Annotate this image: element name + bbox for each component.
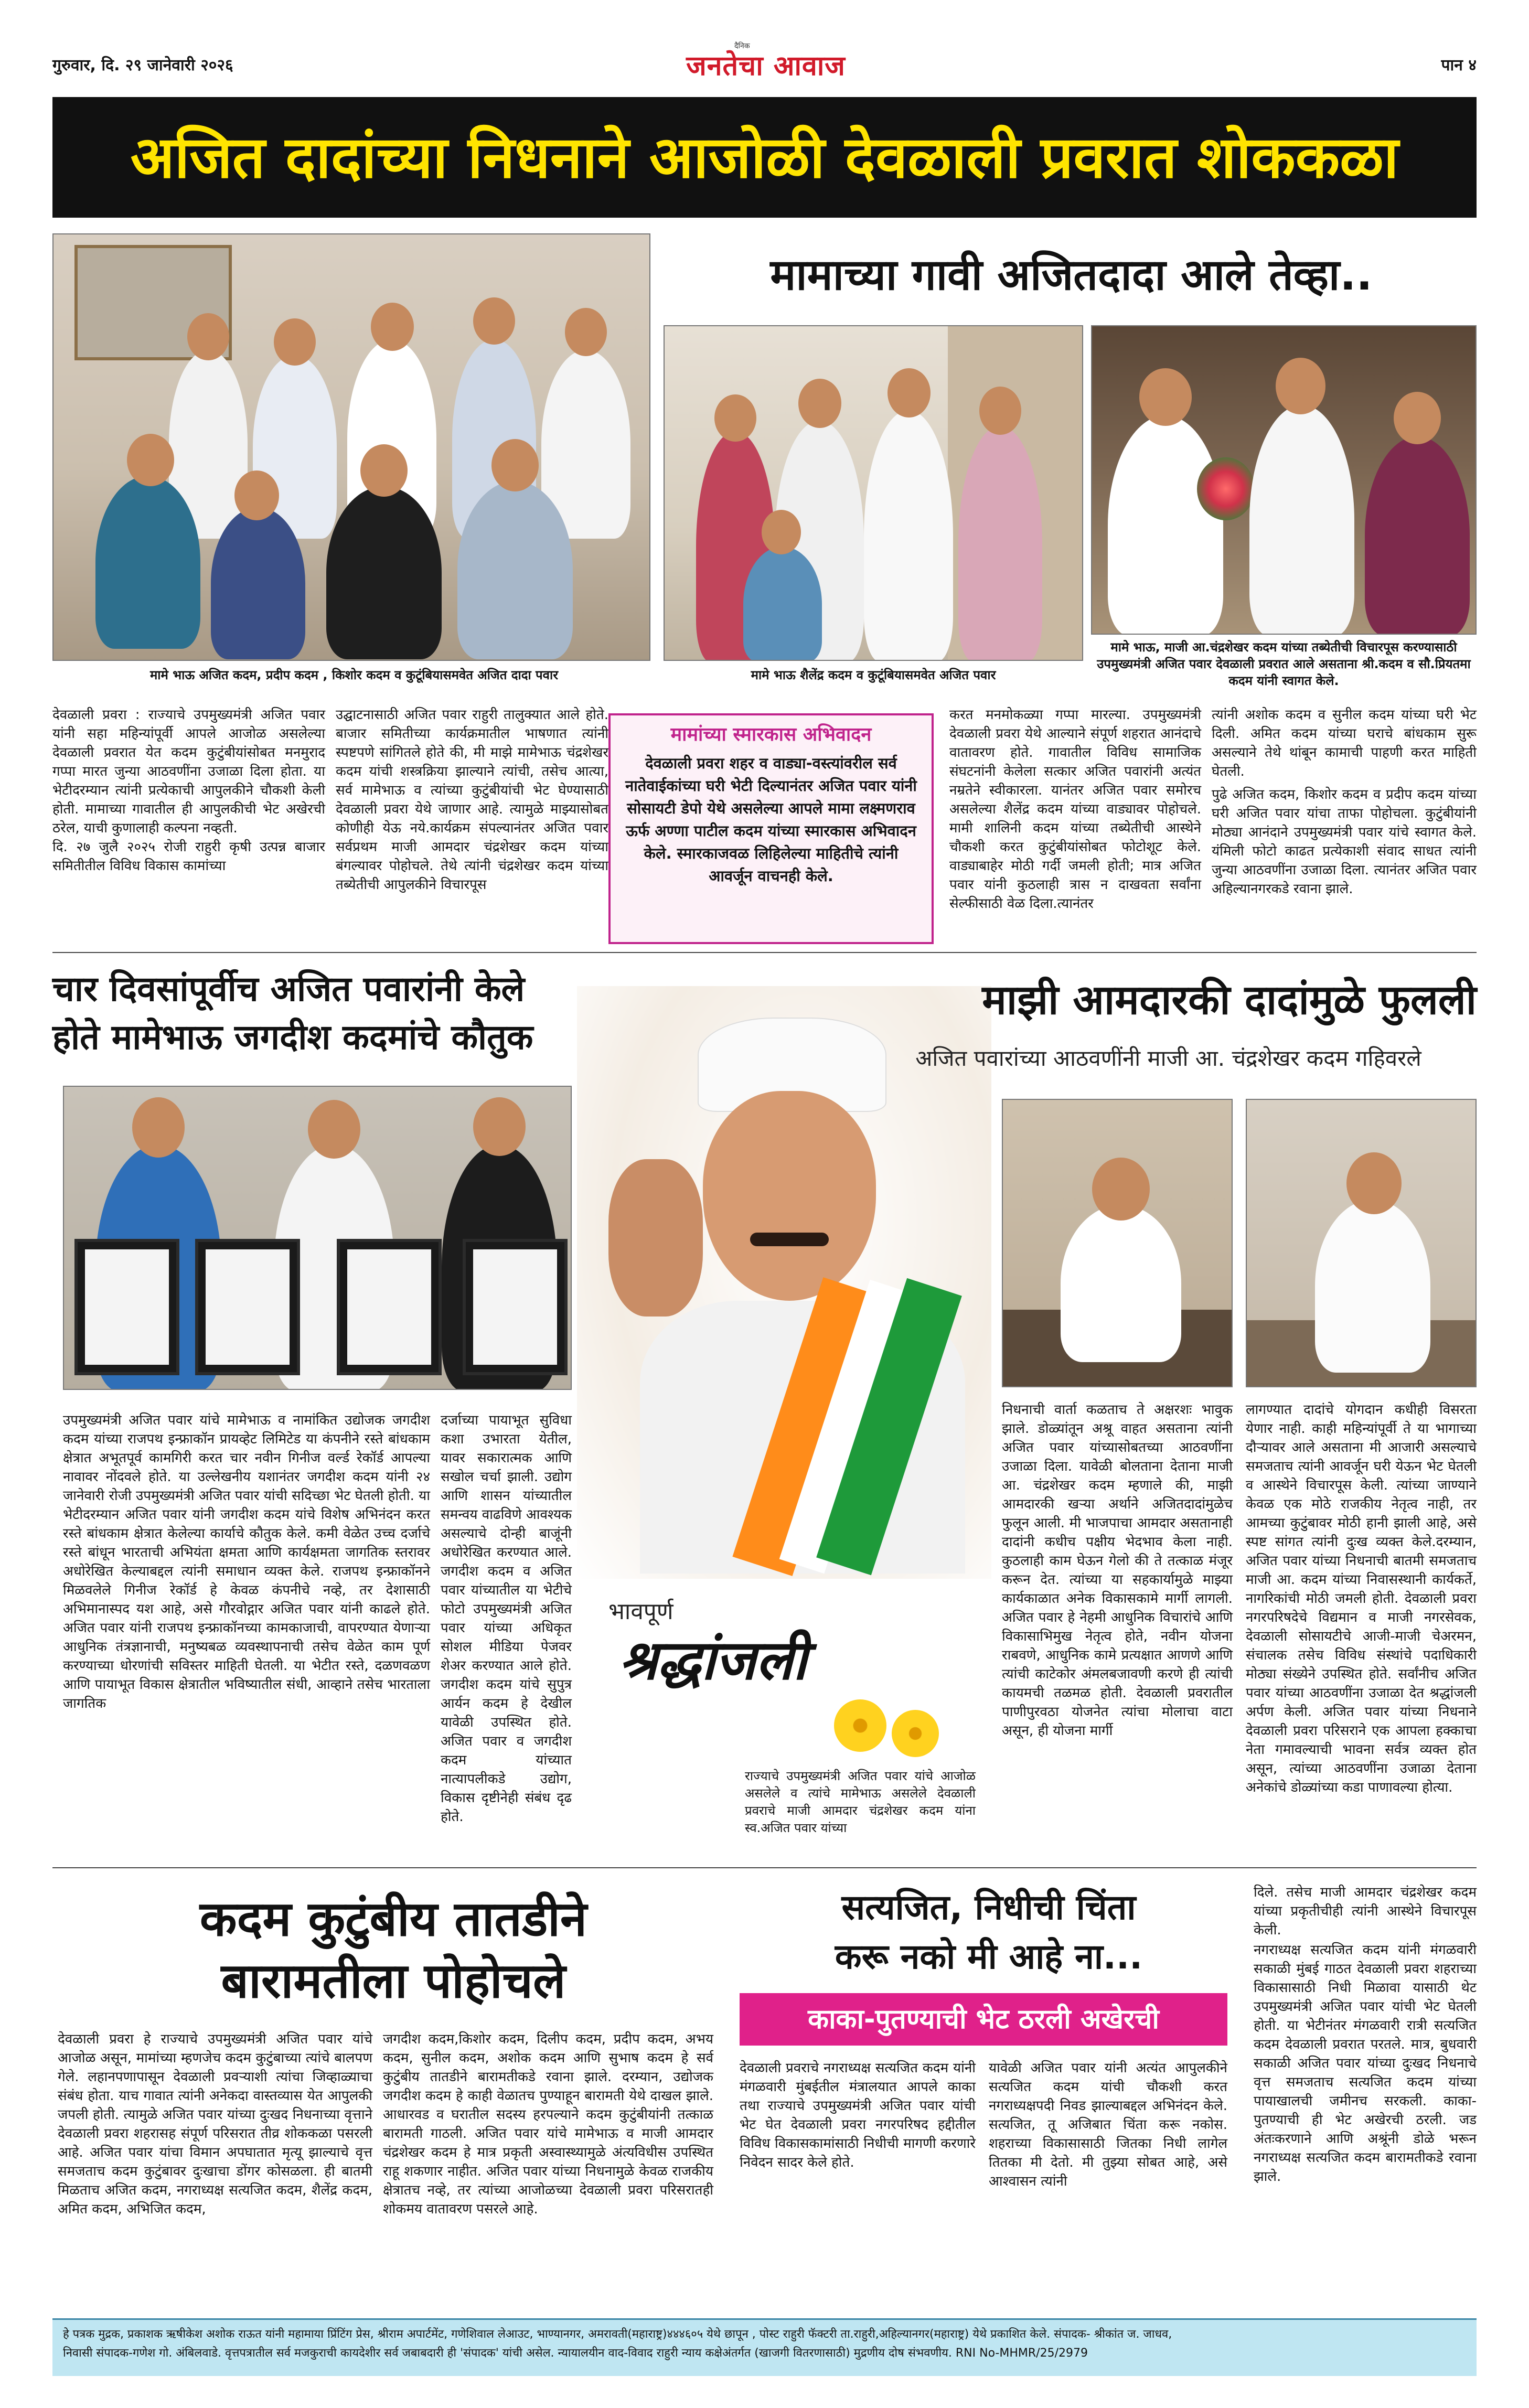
photo-chandrashekhar-left xyxy=(1002,1099,1233,1387)
bottom-right-col3: नगराध्यक्ष सत्यजित कदम यांनी मंगळवारी सकाळी मुंबई गाठत देवळाली प्रवरा शहराच्या विकासासाठी निधी मिळावा यासाठी थेट उपमुख्यमंत्री अजित पवार यांची भेट घेतली होती. या भेटीनंतर मंगळवारी रात्री सत्यजित कदम देवळाली प्रवरात परतले. मात्र, बुधवारी सकाळी अजित पवार यांच्या दुःखद निधनाचे वृत्त समजताच सत्यजित कदम यांच्या पायाखालची जमीनच सरकली. काका-पुतण्याची ही भेट अखेरची ठरली. जड अंतःकरणाने आणि अश्रूंनी डोळे भरून नगराध्यक्ष सत्यजित कदम बारामतीकडे रवाना झाले. xyxy=(1254,1942,1477,2185)
photo-family-group xyxy=(52,233,650,661)
headline-mama-village: मामाच्या गावी अजितदादा आले तेव्हा.. xyxy=(770,250,1373,300)
pink-band xyxy=(740,1993,1227,2046)
tribute-text-2: श्रद्धांजली xyxy=(619,1628,807,1692)
tribute-text-1: भावपूर्ण xyxy=(608,1598,673,1625)
top-article-col4: करत मनमोकळ्या गप्पा मारल्या. उपमुख्यमंत्री देवळाली प्रवरा येथे आल्याने संपूर्ण शहरात आनंदाचे वातावरण होते. गावातील विविध सामाजिक संघटनांनी केलेला सत्कार अजित पवारांनी अत्यंत नम्रतेने स्वीकारला. यानंतर अजित पवार समोरच असलेल्या शैलेंद्र कदम यांच्या वाड्यावर पोहोचले. मामी शालिनी कदम यांच्या तब्येतीची आस्थेने चौकशी करत कुटुंबीयांसोबत फोटोशूट केले. वाड्याबाहेर मोठी गर्दी जमली होती; मात्र अजित पवार यांनी कुठलाही त्रास न दाखवता सर्वांना सेल्फीसाठी वेळ दिला.त्यानंतर xyxy=(949,707,1201,912)
logo-text: जनतेचा आवाज xyxy=(686,50,846,82)
headline-kadam-line1: कदम कुटुंबीय तातडीने xyxy=(199,1891,587,1947)
caption-shailendra-family: मामे भाऊ शैलेंद्र कदम व कुटूंबियासमवेत अजित पवार xyxy=(751,668,996,682)
headline-kadam-line2: बारामतीला पोहोचले xyxy=(221,1953,566,2009)
headline-satyajit-line1: सत्यजित, निधीची चिंता xyxy=(841,1887,1136,1928)
flower-icon xyxy=(834,1699,886,1752)
flower-icon xyxy=(892,1710,939,1757)
photo-ajit-seated xyxy=(1246,1099,1477,1387)
footer-line1: हे पत्रक मुद्रक, प्रकाशक ऋषीकेश अशोक राऊत यांनी महामाया प्रिंटिंग प्रेस, श्रीराम अपार्टमेंट, गणेशिवाल लेआउट, भाण्यानगर, अमरावती(महाराष्ट्र)४४४६०५ येथे छापून , पोस्ट राहुरी फॅक्टरी ता.राहुरी,अहिल्यानगर(महाराष्ट्र) येथे प्रकाशित केले. संपादक- श्रीकांत ज. जाधव, xyxy=(63,2328,1172,2341)
masthead-date: गुरुवार, दि. २९ जानेवारी २०२६ xyxy=(52,56,233,74)
certificate-frame-2 xyxy=(195,1239,300,1375)
certificate-frame-1 xyxy=(74,1239,179,1375)
top-article-col5 xyxy=(1212,705,1477,898)
subheadline-mla-memory: अजित पवारांच्या आठवणींनी माजी आ. चंद्रशेखर कदम गहिवरले xyxy=(915,1045,1421,1071)
top-article-col1b-text: दि. २७ जुलै २०२५ रोजी राहुरी कृषी उत्पन्न बाजार समितीतील विविध विकास कामांच्या xyxy=(52,839,325,874)
memorial-box-text: देवळाली प्रवरा शहर व वाड्या-वस्त्यांवरील सर्व नातेवाईकांच्या घरी भेटी दिल्यानंतर अजित पवार यांनी सोसायटी डेपो येथे असलेल्या आपले मामा लक्ष्मणराव ऊर्फ अण्णा पाटील कदम यांच्या स्मारकास अभिवादन केले. स्मारकाजवळ लिहिलेल्या माहितीचे त्यांनी आवर्जून वाचनही केले. xyxy=(625,754,917,885)
top-article-col5-text: त्यांनी अशोक कदम व सुनील कदम यांच्या घरी भेट दिली. अमित कदम यांच्या घराचे बांधकाम सुरू असल्याने तेथे थांबून कामाची पाहणी करत माहिती घेतली. xyxy=(1212,707,1477,779)
divider-top xyxy=(52,952,1477,953)
logo-tagline: दैनिक xyxy=(734,42,750,50)
caption-chandrashekhar-welcome: मामे भाऊ, माजी आ.चंद्रशेखर कदम यांच्या तब्येतीची विचारपूस करण्यासाठी उपमुख्यमंत्री अजित पवार देवळाली प्रवरात आले असताना श्री.कदम व सौ.प्रियतमा कदम यांनी स्वागत केले. xyxy=(1097,640,1471,688)
masthead xyxy=(0,0,1529,94)
tribute-note: राज्याचे उपमुख्यमंत्री अजित पवार यांचे आजोळ असलेले व त्यांचे मामेभाऊ असलेले देवळाली प्रवराचे माजी आमदार चंद्रशेखर कदम यांना स्व.अजित पवार यांच्या xyxy=(745,1769,976,1835)
top-article-col2: उद्घाटनासाठी अजित पवार राहुरी तालुक्यात आले होते. बाजार समितीच्या कार्यक्रमातील भाषणात त्यांनी स्पष्टपणे सांगितले होते की, मी माझे मामेभाऊ चंद्रशेखर कदम यांची शस्त्रक्रिया झाल्याने त्यांची, तसेच आत्या, सर्व मामेभाऊ व त्यांच्या कुटुंबीयांची भेट घेण्यासाठी देवळाली प्रवरा येथे जाणार आहे. त्यामुळे माझ्यासोबत कोणीही येऊ नये.कार्यक्रम संपल्यानंतर अजित पवार सर्वप्रथम माजी आमदार चंद्रशेखर कदम यांच्या बंगल्यावर पोहोचले. तेथे त्यांनी चंद्रशेखर कदम यांच्या तब्येतीची आपुलकीने विचारपूस xyxy=(336,707,608,893)
caption-family-group: मामे भाऊ अजित कदम, प्रदीप कदम , किशोर कदम व कुटूंबियासमवेत अजित दादा पवार xyxy=(149,668,559,682)
right-article-col1: निधनाची वार्ता कळताच ते अक्षरशः भावुक झाले. डोळ्यांतून अश्रू वाहत असताना त्यांनी अजित पवार यांच्यासोबतच्या आठवणींना उजाळा दिला. यावेळी बोलताना देताना माजी आ. चंद्रशेखर कदम म्हणाले की, माझी आमदारकी खऱ्या अर्थाने अजितदादांमुळेच फुलून आली. मी भाजपाचा आमदार असतानाही दादांनी कधीच पक्षीय भेदभाव केला नाही. कुठलाही काम घेऊन गेलो की ते तत्काळ मंजूर करून देत. त्यांच्या या सहकार्यामुळे माझ्या कार्यकाळात अनेक विकासकामे मार्गी लागली. अजित पवार हे नेहमी आधुनिक विचारांचे आणि विकासाभिमुख नेतृत्व होते, नवीन योजना राबवणे, आधुनिक कामे प्रत्यक्षात आणणे आणि त्यांची काटेकोर अंमलबजावणी करणे ही त्यांची कायमची तळमळ होती. देवळाली प्रवरातील पाणीपुरवठा योजनेत त्यांचा मोलाचा वाटा असून, ही योजना मार्गी xyxy=(1002,1402,1233,1739)
headline-jagdish-line1: चार दिवसांपूर्वीच अजित पवारांनी केले xyxy=(52,969,525,1009)
footer xyxy=(52,2318,1477,2376)
pink-band-text: काका-पुतण्याची भेट ठरली अखेरची xyxy=(808,2004,1159,2035)
left-article-text2: दर्जाच्या पायाभूत सुविधा कशा उभारता येतील, यावर सकारात्मक आणि सखोल चर्चा झाली. उद्योग आणि शासन यांच्यातील समन्वय वाढविणे आवश्यक असल्याचे दोन्ही बाजूंनी अधोरेखित करण्यात आले. जगदीश कदम व अजित पवार यांच्यातील या भेटीचे फोटो उपमुख्यमंत्री अजित पवार यांच्या अधिकृत सोशल मीडिया पेजवर शेअर करण्यात आले होते. जगदीश कदम यांचे सुपुत्र आर्यन कदम हे देखील यावेळी उपस्थित होते. अजित पवार व जगदीश कदम यांच्यात नात्यापलीकडे उद्योग, विकास दृष्टीनेही संबंध दृढ होते. xyxy=(441,1412,572,1825)
bottom-left-col1: देवळाली प्रवरा हे राज्याचे उपमुख्यमंत्री अजित पवार यांचे आजोळ असून, मामांच्या म्हणजेच कदम कुटुंबाच्या त्यांचे बालपण गेले. लहानपणापासून देवळाली प्रवऱ्याशी त्यांचा जिव्हाळ्याचा संबंध होता. याच गावात त्यांनी अनेकदा वास्तव्यास येत आपुलकी जपली होती. त्यामुळे अजित पवार यांच्या दुःखद निधनाच्या वृत्ताने देवळाली प्रवरा शहरासह संपूर्ण परिसरात तीव्र शोककळा पसरली आहे. अजित पवार यांचा विमान अपघातात मृत्यू झाल्याचे वृत्त समजताच कदम कुटुंबावर दुःखाचा डोंगर कोसळला. ही बातमी मिळताच अजित कदम, नगराध्यक्ष सत्यजित कदम, शैलेंद्र कदम, अमित कदम, अभिजित कदम, xyxy=(58,2031,372,2217)
main-banner xyxy=(52,97,1477,218)
memorial-box xyxy=(608,713,934,944)
top-article-col5b-text: पुढे अजित कदम, किशोर कदम व प्रदीप कदम यांच्या घरी अजित पवार यांचा ताफा पोहोचला. कुटुंबीयांनी मोठ्या आनंदाने उपमुख्यमंत्री पवार यांचे स्वागत केले. यंमिली फोटो काढत प्रत्येकाशी संवाद साधत त्यांनी जुन्या आठवणींना उजाळा दिला. त्यानंतर अजित पवार अहिल्यानगरकडे रवाना झाले. xyxy=(1212,787,1477,897)
footer-line2: निवासी संपादक-गणेश गो. अंबिलवाडे. वृत्तपत्रातील सर्व मजकुराची कायदेशीर सर्व जबाबदारी ही 'संपादक' यांची असेल. न्यायालयीन वाद-विवाद राहुरी न्याय कक्षेअंतर्गत (खाजगी वितरणासाठी) मुद्रणीय दोष संभवणीय. RNI No-MHMR/25/2979 xyxy=(63,2347,1088,2360)
page-number: पान ४ xyxy=(1441,56,1477,74)
photo-chandrashekhar-welcome xyxy=(1091,325,1477,635)
memorial-box-title: मामांच्या स्मारकास अभिवादन xyxy=(670,724,872,745)
bottom-left-col2: जगदीश कदम,किशोर कदम, दिलीप कदम, प्रदीप कदम, अभय कदम, सुनील कदम, अशोक कदम आणि सुभाष कदम हे सर्व कुटुंबीय तातडीने बारामतीकडे रवाना झाले. दरम्यान, उद्योजक जगदीश कदम हे काही वेळातच पुण्याहून बारामती येथे दाखल झाले. आधारवड व घरातील सदस्य हरपल्याने कदम कुटुंबीयांनी तत्काळ बारामती गाठली. अजित पवार यांचे मामेभाऊ व माजी आमदार चंद्रशेखर कदम हे मात्र प्रकृती अस्वास्थ्यामुळे अंत्यविधीस उपस्थित राहू शकणार नाहीत. अजित पवार यांच्या निधनामुळे केवळ राजकीय क्षेत्रातच नव्हे, तर त्यांच्या आजोळच्या देवळाली प्रवरा परिसरातही शोकमय वातावरण पसरले आहे. xyxy=(383,2031,713,2217)
headline-satyajit xyxy=(740,1883,1238,1982)
bottom-right-col1: देवळाली प्रवराचे नगराध्यक्ष सत्यजित कदम यांनी मंगळवारी मुंबईतील मंत्रालयात आपले काका तथा राज्याचे उपमुख्यमंत्री अजित पवार यांची भेट घेत देवळाली प्रवरा नगरपरिषद हद्दीतील विविध विकासकामांसाठी निधीची मागणी करणारे निवेदन सादर केले होते. xyxy=(740,2060,976,2170)
left-article-text: उपमुख्यमंत्री अजित पवार यांचे मामेभाऊ व नामांकित उद्योजक जगदीश कदम यांच्या राजपथ इन्फ्राकॉन प्रायव्हेट लिमिटेड या कंपनीने रस्ते बांधकाम क्षेत्रात अभूतपूर्व कामगिरी करत चार नवीन गिनीज वर्ल्ड रेकॉर्ड आपल्या नावावर नोंदवले होते. या उल्लेखनीय यशानंतर जगदीश कदम यांनी २४ जानेवारी रोजी उपमुख्यमंत्री अजित पवार यांची सदिच्छा भेट घेतली होती. या भेटीदरम्यान अजित पवार यांनी जगदीश कदम यांचे विशेष अभिनंदन करत रस्ते बांधकाम क्षेत्रात केलेल्या कार्याचे कौतुक केले. कमी वेळेत उच्च दर्जाचे रस्ते बांधून भारताची अभियंता क्षमता आणि कार्यक्षमता जागतिक स्तरावर अधोरेखित केल्याबद्दल त्यांनी समाधान व्यक्त केले. राजपथ इन्फ्राकॉनने मिळवलेले गिनीज रेकॉर्ड हे केवळ कंपनीचे नव्हे, तर देशासाठी अभिमानास्पद यश आहे, असे गौरवोद्गार अजित पवार यांनी काढले होते. अजित पवार यांनी राजपथ इन्फ्राकॉनच्या कामकाजाची, वापरण्यात येणाऱ्या आधुनिक तंत्रज्ञानाची, मनुष्यबळ व्यवस्थापनाची तसेच वेळेत काम पूर्ण करण्याच्या धोरणांची सविस्तर माहिती घेतली. या भेटीत रस्ते, दळणवळण आणि पायाभूत विकास क्षेत्रातील भविष्यातील संधी, आव्हाने तसेच भारताला जागतिक xyxy=(63,1412,430,1711)
bottom-right-col2: यावेळी अजित पवार यांनी अत्यंत आपुलकीने सत्यजित कदम यांची चौकशी करत नगराध्यक्षपदी निवड झाल्याबद्दल अभिनंदन केले. सत्यजित, तू अजिबात चिंता करू नकोस. शहराच्या विकासासाठी जितका निधी लागेल तितका मी देतो. मी तुझ्या सोबत आहे, असे आश्वासन त्यांनी xyxy=(989,2060,1227,2189)
photo-shailendra-family xyxy=(664,325,1083,661)
main-headline: अजित दादांच्या निधनाने आजोळी देवळाली प्रवरात शोककळा xyxy=(130,124,1399,191)
top-article-col1-text: देवळाली प्रवरा : राज्याचे उपमुख्यमंत्री अजित पवार यांनी सहा महिन्यांपूर्वी आपले आजोळ असलेल्या देवळाली प्रवरात येत कदम कुटुंबीयांसोबत मनमुराद गप्पा मारत जुन्या आठवणींना उजाळा दिला होता. या भेटीदरम्यान त्यांनी प्रत्येकाची आपुलकीने चौकशी केली होती. मामाच्या गावातील ही आपुलकीची भेट अखेरची ठरेल, याची कुणालाही कल्पना नव्हती. xyxy=(52,707,325,836)
photo-guinness-certificates xyxy=(63,1086,572,1390)
tribute-portrait xyxy=(577,986,991,1579)
divider-middle xyxy=(52,1867,1477,1868)
bottom-right-top-text: दिले. तसेच माजी आमदार चंद्रशेखर कदम यांच्या प्रकृतीचीही त्यांनी आस्थेने विचारपूस केली. xyxy=(1254,1885,1477,1938)
headline-satyajit-line2: करू नको मी आहे ना... xyxy=(835,1936,1143,1977)
certificate-frame-4 xyxy=(463,1239,568,1375)
right-article-col2: लागण्यात दादांचे योगदान कधीही विसरता येणार नाही. काही महिन्यांपूर्वी ते या भागाच्या दौऱ्यावर आले असताना मी आजारी असल्याचे समजताच त्यांनी आवर्जून घरी येऊन भेट घेतली व आस्थेने विचारपूस केली. त्यांच्या जाण्याने केवळ एक मोठे राजकीय नेतृत्व नाही, तर आमच्या कुटुंबावर मोठी हानी झाली आहे, असे स्पष्ट सांगत त्यांनी दुःख व्यक्त केले.दरम्यान, अजित पवार यांच्या निधनाची बातमी समजताच माजी आ. कदम यांच्या निवासस्थानी कार्यकर्ते, नागरिकांची मोठी जमली होती. देवळाली प्रवरा नगरपरिषदेचे विद्यमान व माजी नगरसेवक, देवळाली सोसायटीचे आजी-माजी चेअरमन, संचालक तसेच विविध संस्थांचे पदाधिकारी मोठ्या संख्येने उपस्थित होते. सर्वांनीच अजित पवार यांच्या आठवणींना उजाळा देत श्रद्धांजली अर्पण केली. अजित पवार यांच्या निधनाने देवळाली प्रवरा परिसराने एक आपला हक्काचा नेता गमावल्याची भावना सर्वत्र व्यक्त होत असून, त्यांच्या आठवणींना उजाळा देताना अनेकांचे डोळ्यांच्या कडा पाणावल्या होत्या. xyxy=(1246,1402,1477,1795)
top-article-col1 xyxy=(52,705,325,875)
headline-mla-memory: माझी आमदारकी दादांमुळे फुलली xyxy=(982,977,1477,1024)
certificate-frame-3 xyxy=(337,1239,442,1375)
logo xyxy=(666,46,865,88)
headline-jagdish-line2: होते मामेभाऊ जगदीश कदमांचे कौतुक xyxy=(52,1017,533,1057)
headline-kadam-family xyxy=(52,1888,734,2012)
